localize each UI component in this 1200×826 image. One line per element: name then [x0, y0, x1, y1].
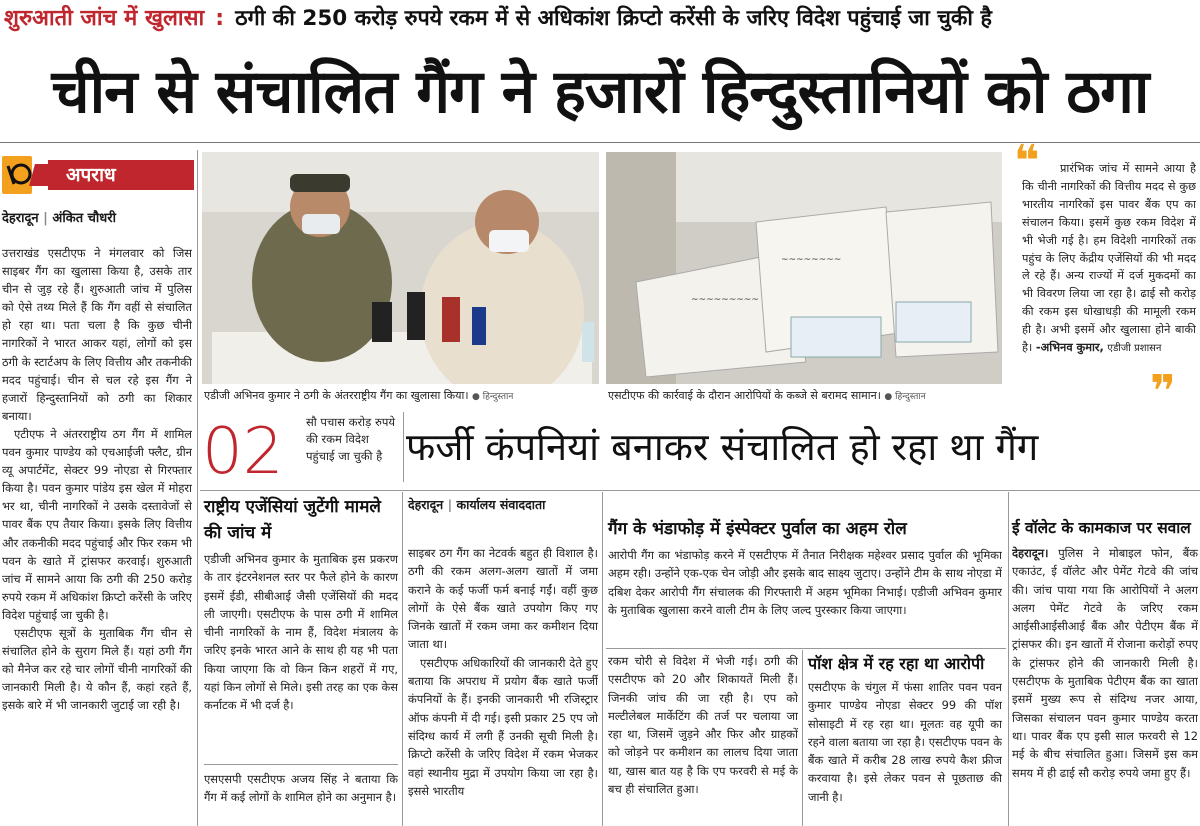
strap-text: ठगी की 250 करोड़ रुपये रकम में से अधिकांश क्रिप्टो करेंसी के जरिए विदेश पहुंचाई जा चुकी है: [235, 6, 992, 31]
quote-attribution: -अभिनव कुमार,: [1035, 341, 1104, 355]
factbox-number: 02: [202, 415, 284, 489]
agencies-tail: [204, 770, 398, 826]
posh-body: [808, 678, 1002, 826]
strap-separator: :: [215, 6, 225, 31]
photo2-source: ● हिन्दुस्तान: [884, 392, 926, 402]
factbox-divider: [403, 412, 404, 482]
column-divider: [402, 492, 403, 826]
agencies-text: एडीजी अभिनव कुमार के मुताबिक इस प्रकरण के तार इंटरनेशनल स्तर पर फैले होने के कारण इसमें ईडी, सीबीआई जैसी एजेंसियों की मदद ली जाएगी। एसटीएफ के पास ठगी में शामिल चीनी नागरिकों के नाम हैं, विदेश मंत्रालय के जरिए इनके भारत आने के साथ ही यह भी पता किया जाएगा कि वो किन किन शहरों में गए, यहां किन लोगों से मिले। इसी तरह का एक केस कर्नाटक में भी दर्ज है।: [204, 552, 398, 713]
inspector-body: [608, 546, 1002, 646]
fake-companies-body: [408, 544, 598, 826]
inspector-headline: गैंग के भंडाफोड़ में इंस्पेक्टर पुर्वाल का अहम रोल: [608, 519, 907, 539]
byline-place: देहरादून: [2, 211, 39, 226]
photo1-source: ● हिन्दुस्तान: [472, 392, 514, 402]
mid-rule: [200, 490, 1200, 491]
quote-text: [1022, 160, 1196, 378]
photo2-caption-text: एसटीएफ की कार्रवाई के दौरान आरोपियों के कब्जे से बरामद सामान।: [608, 389, 881, 402]
photo1-caption: [204, 388, 600, 403]
quote-open-icon: ❝: [1014, 136, 1040, 187]
column-divider: [1008, 492, 1009, 826]
lead-paragraph: एसटीएफ सूत्रों के मुताबिक गैंग चीन से संचालित होने के सुराग मिले हैं। यहां ठगी गैंग को मैनेज कर रहे चार लोगों चीनी नागरिकों की जानकारी मिली है। ये कौन हैं, कहां रहते हैं, इसके बारे में भी जानकारी जुटाई जा रही है।: [2, 625, 192, 713]
svg-text:~~~~~~~~: ~~~~~~~~: [781, 255, 842, 265]
photo2-caption: [608, 388, 1004, 403]
ewallet-text: पुलिस ने मोबाइल फोन, बैंक एकाउंट, ई वॉलेट और पेमेंट गेटवे की जांच की। जांच पाया गया कि आरोपियों ने अलग अलग पेमेंट गेटवे के जरिए रकम आईसीआईसीआई बैंक और पेटीएम बैंक में ट्रांसफर की। इन खातों में रोजाना करोड़ों रुपए के ट्रांसफर होने की जानकारी मिली है। एसटीएफ के मुताबिक पेटीएम बैंक का खाता इसमें मुख्य रूप से संदिग्ध नजर आया, जिसका संचालन पवन कुमार पाण्डेय करता था। पावर बैंक एप इसी साल फरवरी से 12 मई के बीच संचालित हुआ। जिसमें इस कम समय में ही ढाई सौ करोड़ रुपये जमा हुए हैं।: [1012, 546, 1198, 780]
column-divider: [602, 492, 603, 826]
strap: [4, 2, 1196, 46]
quote-body: प्रारंभिक जांच में सामने आया है कि चीनी नागरिकों की वित्तीय मदद से कुछ भारतीय नागरिकों इस पावर बैंक एप का संचालन किया। इसमें कुछ रकम विदेश में भी भेजी गई है। हम विदेशी नागरिकों तक पहुंच के लिए केंद्रीय एजेंसियों की भी मदद ले रहे हैं। अन्य राज्यों में दर्ज मुकदमों का भी विवरण लिया जा रहा है। ढाई सौ करोड़ की रकम इस धोखाधड़ी की मामूली रकम ही है। अभी इसमें और खुलासा होने बाकी है।: [1022, 162, 1196, 355]
quote-close-icon: ❞: [1150, 366, 1176, 417]
byline-author: अंकित चौधरी: [52, 211, 116, 226]
agencies-tail-text: एसएसपी एसटीएफ अजय सिंह ने बताया कि गैंग में कई लोगों के शामिल होने का अनुमान है।: [204, 772, 398, 805]
byline: देहरादून | अंकित चौधरी: [2, 211, 116, 226]
money-text: रकम चोरी से विदेश में भेजी गई। ठगी की एसटीएफ को 20 और शिकायतें मिली हैं। जिनकी जांच की जा रही है। एप को मल्टीलेबल मार्केटिंग की तर्ज पर चलाया जा रहा था, जिसमें जुड़ने और फिर और ग्राहकों को जोड़ने पर कमीशन का लालच दिया जाता था, खास बात यह है कि एप फरवरी से मई के बच ही संचालित हुआ।: [608, 654, 798, 797]
inspector-text: आरोपी गैंग का भंडाफोड़ करने में एसटीएफ में तैनात निरीक्षक महेश्वर प्रसाद पुर्वाल की भूमिका अहम रही। उन्होंने एक-एक चेन जोड़ी और इसके बाद साक्ष्य जुटाए। उन्होंने टीम के साथ नोएडा में दबिश देकर आरोपी गैंग संचालक की गिरफ्तारी में अहम भूमिका निभाई। एडीजी अभिवन कुमार के मुताबिक खुलासा करने वाली टीम के लिए जल्द पुरस्कार किया जाएगा।: [608, 548, 1002, 617]
strap-kicker: शुरुआती जांच में खुलासा: [4, 6, 205, 31]
section-tag: [2, 156, 194, 196]
fake-companies-author: कार्यालय संवाददाता: [456, 497, 546, 512]
ewallet-body: [1012, 544, 1198, 826]
quote-designation: एडीजी प्रशासन: [1107, 343, 1162, 355]
lead-story: [2, 244, 192, 826]
section-tag-label: अपराध: [48, 160, 194, 190]
ewallet-headline: ई वॉलेट के कामकाज पर सवाल: [1012, 519, 1191, 537]
main-headline: चीन से संचालित गैंग ने हजारों हिन्दुस्तानियों को ठगा: [51, 57, 1149, 127]
second-headline: फर्जी कंपनियां बनाकर संचालित हो रहा था गैंग: [406, 425, 1039, 469]
posh-text: एसटीएफ के चंगुल में फंसा शातिर पवन पवन कुमार पाण्डेय नोएडा सेक्टर 99 की पॉश सोसाइटी में रह रहा था। मूलतः वह यूपी का रहने वाला बताया जा रहा है। एसटीएफ पवन के बैंक खाते में करीब 28 लाख रुपये कैश फ्रीज करवाया है। इसे लेकर पवन से पूछताछ की जानी है।: [808, 680, 1002, 804]
lead-paragraph: उत्तराखंड एसटीएफ ने मंगलवार को जिस साइबर गैंग का खुलासा किया है, उसके तार चीन से जुड़ रहे हैं। शुरुआती जांच में पुलिस को ऐसे तथ्य मिले हैं कि गैंग वहीं से संचालित हो रहा था। पता चला है कि कुछ चीनी नागरिकों ने भारत आकर यहां, लोगों को इस ठगी के स्टार्टअप के लिए वित्तीय और तकनीकी मदद पहुंचाई। चीन से चल रहे इस गैंग ने हजारों हिन्दुस्तानियों को ठगी का शिकार बनाया।: [2, 246, 192, 423]
fake-companies-place: देहरादून: [408, 497, 444, 512]
agencies-rule: [204, 764, 398, 765]
svg-text:~~~~~~~~~: ~~~~~~~~~: [691, 295, 759, 305]
photo1-caption-text: एडीजी अभिनव कुमार ने ठगी के अंतरराष्ट्रीय गैंग का खुलासा किया।: [204, 389, 469, 402]
posh-headline: पॉश क्षेत्र में रह रहा था आरोपी: [808, 654, 985, 673]
seized-items-photo: [606, 152, 1002, 384]
fake-companies-paragraph: एसटीएफ अधिकारियों की जानकारी देते हुए बताया कि अपराध में प्रयोग बैंक खाते फर्जी कंपनियों के हैं। इनकी जानकारी भी रजिस्ट्रार ऑफ कंपनी में दी गई। इसी प्रकार 25 एप जो संदिग्ध कार्य में लगी हैं उनकी सूची मिली है। क्रिप्टो करेंसी के जरिए विदेश में रकम भेजकर वहां स्थानीय मुद्रा में उपयोग किया जा रहा है। इससे भारतीय: [408, 655, 598, 798]
factbox-text: सौ पचास करोड़ रुपये की रकम विदेश पहुंचाई जा चुकी है: [306, 415, 396, 463]
inspector-rule: [606, 648, 1006, 649]
fake-companies-paragraph: साइबर ठग गैंग का नेटवर्क बहुत ही विशाल है। ठगी की रकम अलग-अलग खातों में जमा कराने के कई फर्जी फर्म बनाई गईं। वहीं कुछ लोगों के ऐसे बैंक खाते उपयोग किए गए जिनके खातों में रकम जमा कर कमीशन दिया जाता था।: [408, 546, 598, 652]
press-conference-photo: [202, 152, 599, 384]
fake-companies-byline: देहरादून | कार्यालय संवाददाता: [408, 497, 546, 512]
agencies-headline: राष्ट्रीय एजेंसियां जुटेंगी मामले की जांच में: [204, 497, 381, 543]
agencies-body: [204, 550, 398, 760]
lead-paragraph: एटीएफ ने अंतरराष्ट्रीय ठग गैंग में शामिल पवन कुमार पाण्डेय को एचआईजी फ्लैट, ग्रीन व्यू अपार्टमेंट, सेक्टर 99 नोएडा से गिरफ्तार किया है। पवन कुमार पांडेय इस खेल में मोहरा भर था, चीनी नागरिकों ने उसके दस्तावेजों से पावर बैंक एप तैयार किया। इसके लिए वित्तीय और तकनीकी मदद पहुंचाई और फिर रकम भी पवन के खाते में ट्रांसफर करवाई। शुरुआती जांच में सामने आया कि ठगी की 250 करोड़ रुपये रकम में अधिकांश क्रिप्टो करेंसी के जरिए विदेश पहुंचाई जा चुकी है।: [2, 426, 192, 622]
ewallet-place: देहरादून।: [1012, 546, 1049, 560]
column-divider: [197, 150, 198, 826]
fingerprint-icon: [2, 156, 32, 194]
money-column: [608, 652, 798, 826]
column-divider: [802, 650, 803, 826]
